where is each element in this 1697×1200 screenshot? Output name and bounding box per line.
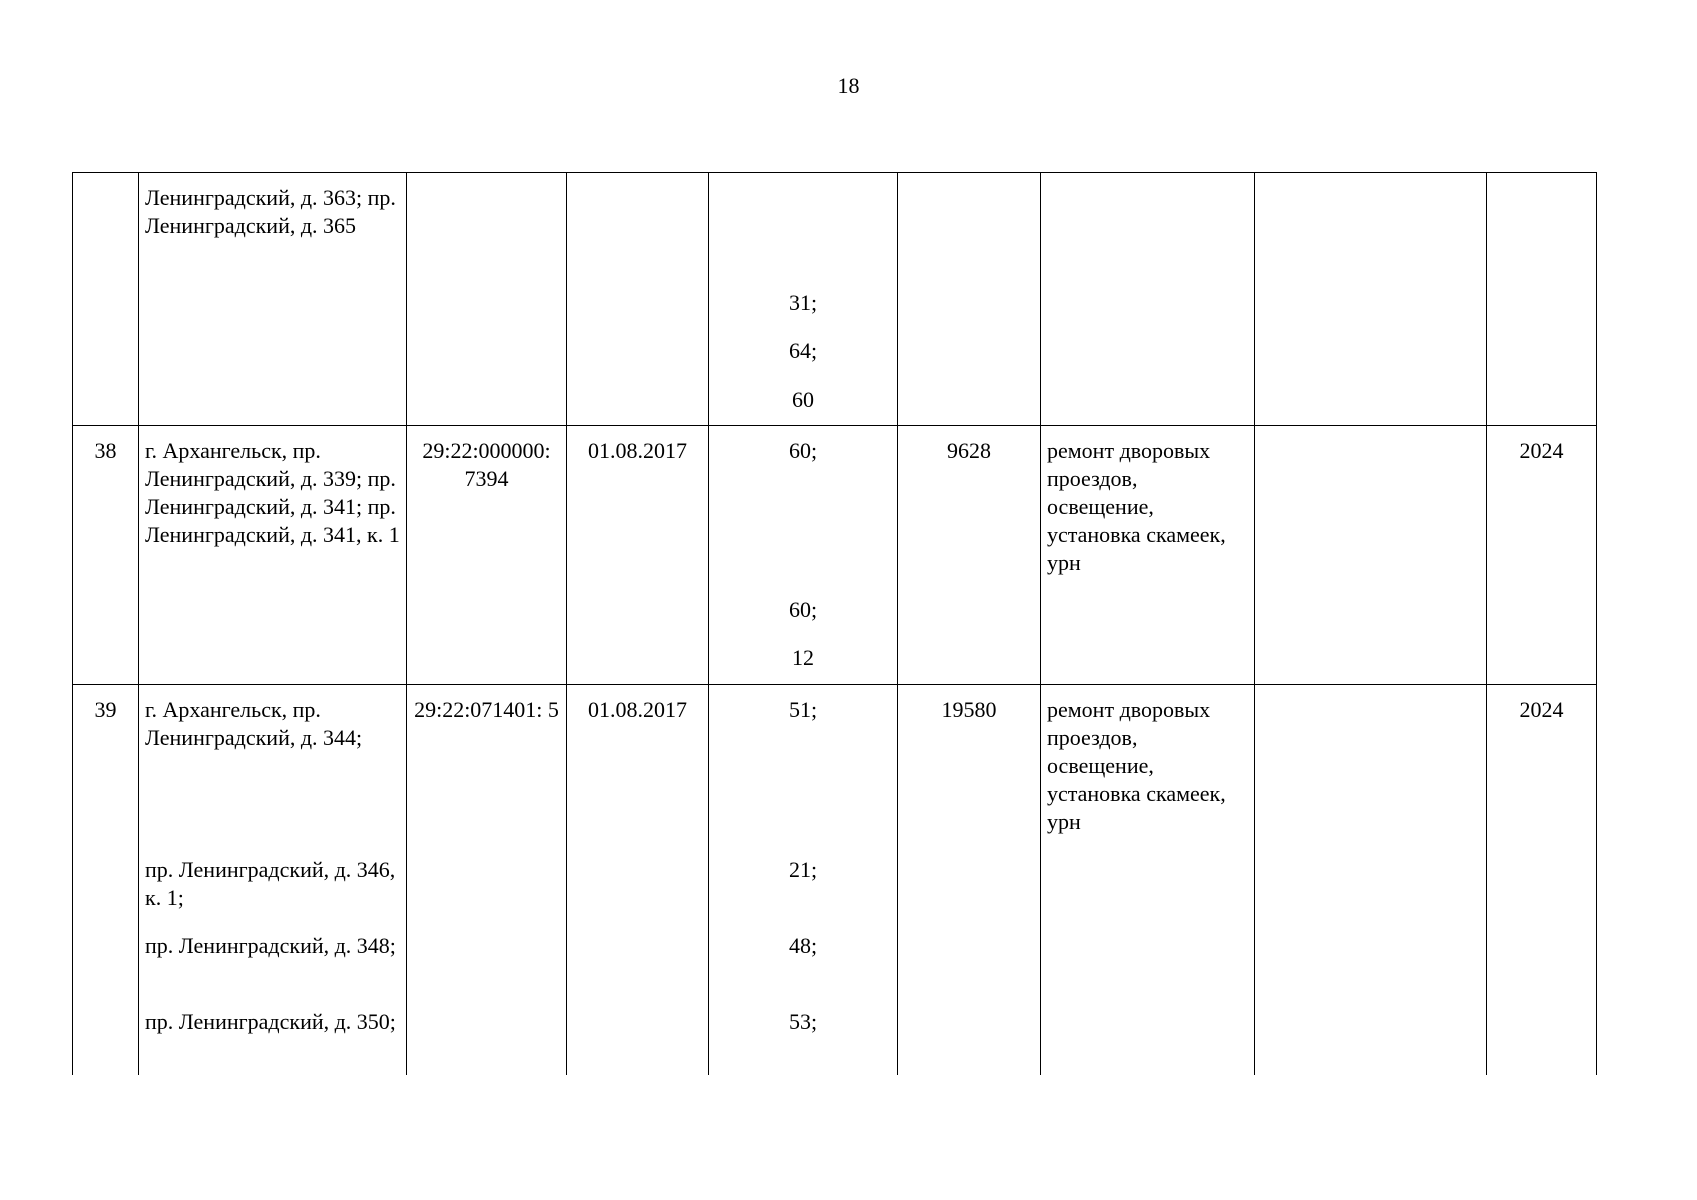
- value-item: 21;: [788, 857, 818, 882]
- works-cell: [1041, 685, 1255, 1076]
- address-part: г. Архангельск, пр. Ленинградский, д. 344;: [145, 697, 363, 750]
- table-row: [73, 173, 1597, 426]
- value-item: 12: [792, 645, 814, 670]
- value-item: 60;: [788, 438, 818, 463]
- year-value: 2024: [1519, 697, 1564, 722]
- row-number-cell: [73, 685, 139, 1076]
- row-number: 39: [94, 697, 117, 722]
- date-cell: [567, 173, 709, 426]
- values-cell: [709, 173, 898, 426]
- value-item: 60: [792, 387, 814, 412]
- extra-cell: [1255, 426, 1487, 685]
- works-cell: [1041, 426, 1255, 685]
- works-text: ремонт дворовых проездов, освещение, установка скамеек, урн: [1047, 438, 1226, 575]
- address-cell: [139, 173, 407, 426]
- area-value: 9628: [947, 438, 991, 463]
- extra-cell: [1255, 173, 1487, 426]
- row-number-cell: [73, 426, 139, 685]
- cadastral-cell: [407, 426, 567, 685]
- row-number: 38: [94, 438, 117, 463]
- value-item: 31;: [788, 290, 818, 315]
- value-item: 64;: [788, 338, 818, 363]
- date-cell: [567, 426, 709, 685]
- address-text: Ленинградский, д. 363; пр. Ленинградский, д. 365: [145, 185, 396, 238]
- area-cell: [898, 426, 1041, 685]
- values-cell: [709, 426, 898, 685]
- year-cell: [1487, 426, 1597, 685]
- works-text: ремонт дворовых проездов, освещение, установка скамеек, урн: [1047, 697, 1226, 834]
- improvement-table: [72, 172, 1597, 1075]
- value-item: 48;: [788, 933, 818, 958]
- table-row: [73, 426, 1597, 685]
- extra-cell: [1255, 685, 1487, 1076]
- address-cell: [139, 685, 407, 1076]
- works-cell: [1041, 173, 1255, 426]
- values-cell: [709, 685, 898, 1076]
- row-number-cell: [73, 173, 139, 426]
- date-text: 01.08.2017: [588, 438, 687, 463]
- address-part: пр. Ленинградский, д. 348;: [145, 933, 396, 958]
- cadastral-number: 29:22:000000: 7394: [422, 438, 551, 491]
- area-cell: [898, 173, 1041, 426]
- value-item: 60;: [788, 597, 818, 622]
- cadastral-cell: [407, 685, 567, 1076]
- value-item: 51;: [788, 697, 818, 722]
- page-number: 18: [837, 73, 860, 98]
- address-text: г. Архангельск, пр. Ленинградский, д. 339; пр. Ленинградский, д. 341; пр. Ленинградский, д. 341, к. 1: [145, 438, 400, 547]
- date-cell: [567, 685, 709, 1076]
- year-cell: [1487, 685, 1597, 1076]
- year-value: 2024: [1519, 438, 1564, 463]
- address-part: пр. Ленинградский, д. 350;: [145, 1009, 396, 1034]
- area-value: 19580: [941, 697, 997, 722]
- address-cell: [139, 426, 407, 685]
- value-item: 53;: [788, 1009, 818, 1034]
- year-cell: [1487, 173, 1597, 426]
- cadastral-cell: [407, 173, 567, 426]
- area-cell: [898, 685, 1041, 1076]
- cadastral-number: 29:22:071401: 5: [414, 697, 559, 722]
- address-part: пр. Ленинградский, д. 346, к. 1;: [145, 857, 396, 910]
- table-row: [73, 685, 1597, 1076]
- date-text: 01.08.2017: [588, 697, 687, 722]
